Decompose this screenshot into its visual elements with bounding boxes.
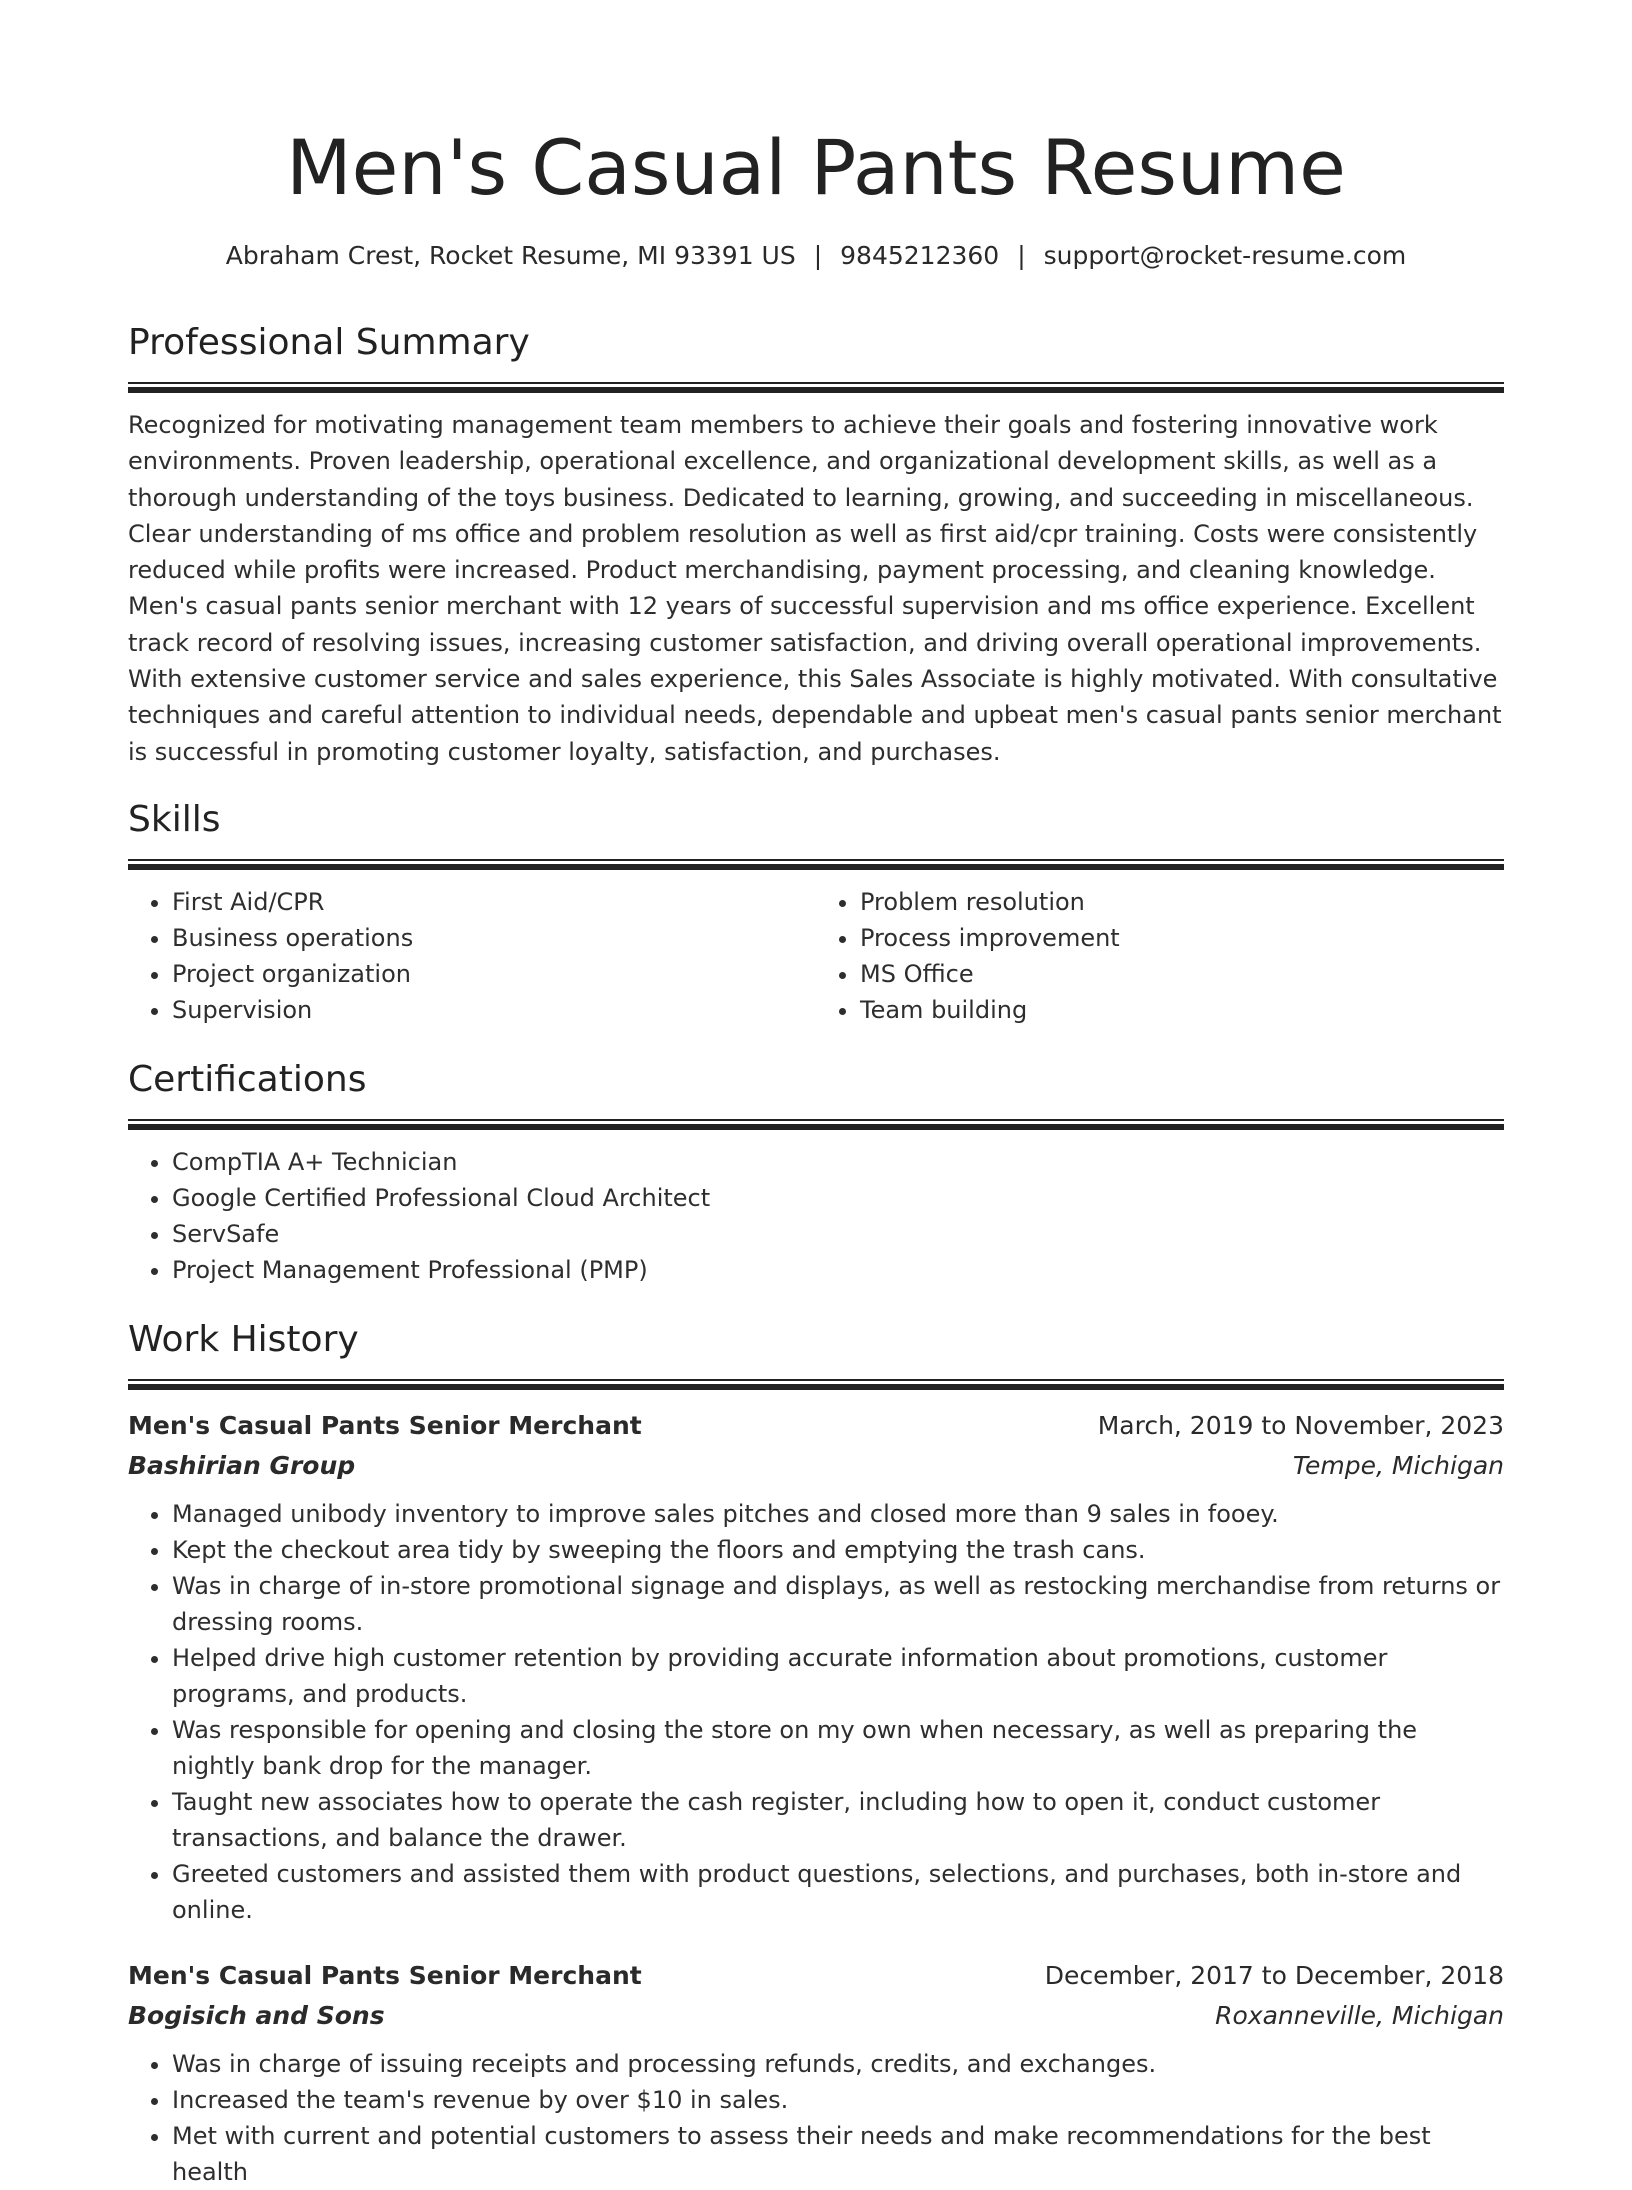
job-header — [128, 1956, 1504, 1996]
job-dates: March, 2019 to November, 2023 — [1097, 1411, 1504, 1440]
skill-item: • Supervision — [172, 992, 816, 1028]
job-entry — [128, 1956, 1504, 2190]
skill-item: • Process improvement — [860, 920, 1504, 956]
skill-item: • Project organization — [172, 956, 816, 992]
certification-item: • CompTIA A+ Technician — [172, 1144, 1504, 1180]
resume-title: Men's Casual Pants Resume — [286, 123, 1346, 212]
skills-right-list — [816, 884, 1504, 1028]
email: support@rocket-resume.com — [1043, 241, 1407, 270]
section-rule — [128, 859, 1504, 870]
job-bullet: • Increased the team's revenue by over $10 in sales. — [172, 2082, 1504, 2118]
job-title: Men's Casual Pants Senior Merchant — [128, 1961, 642, 1990]
job-bullets — [128, 2046, 1504, 2190]
job-bullet: • Helped drive high customer retention by providing accurate information about promotions, customer programs, and products. — [172, 1640, 1504, 1712]
job-bullet: • Managed unibody inventory to improve sales pitches and closed more than 9 sales in fooey. — [172, 1496, 1504, 1532]
certification-item: • ServSafe — [172, 1216, 1504, 1252]
separator: | — [813, 241, 823, 270]
work-history-section — [128, 1315, 1504, 2190]
job-company: Bashirian Group — [128, 1451, 356, 1480]
separator: | — [1017, 241, 1026, 270]
skills-grid — [128, 884, 1504, 1028]
section-heading: Certifications — [128, 1059, 367, 1100]
contact-line — [128, 238, 1504, 274]
skill-item: • Business operations — [172, 920, 816, 956]
certification-item: • Project Management Professional (PMP) — [172, 1252, 1504, 1288]
job-title: Men's Casual Pants Senior Merchant — [128, 1411, 642, 1440]
skills-left-list — [128, 884, 816, 1028]
job-location: Tempe, Michigan — [1292, 1451, 1504, 1480]
job-entry — [128, 1406, 1504, 1928]
section-rule — [128, 382, 1504, 393]
section-rule — [128, 1119, 1504, 1130]
job-bullet: • Taught new associates how to operate the cash register, including how to open it, conduct customer transactions, and balance the drawer. — [172, 1784, 1504, 1856]
section-heading: Professional Summary — [128, 322, 530, 363]
job-bullets — [128, 1496, 1504, 1928]
phone: 9845212360 — [840, 241, 1000, 270]
job-bullet: • Was in charge of in-store promotional signage and displays, as well as restocking merchandise from returns or dressing rooms. — [172, 1568, 1504, 1640]
certifications-section — [128, 1055, 1504, 1288]
job-company: Bogisich and Sons — [128, 2001, 385, 2030]
section-heading: Work History — [128, 1319, 359, 1360]
address: Abraham Crest, Rocket Resume, MI 93391 US — [225, 241, 796, 270]
section-rule — [128, 1379, 1504, 1390]
job-bullet: • Kept the checkout area tidy by sweeping the floors and emptying the trash cans. — [172, 1532, 1504, 1568]
job-bullet: • Met with current and potential customers to assess their needs and make recommendations for the best health — [172, 2118, 1504, 2190]
skill-item: • Team building — [860, 992, 1504, 1028]
skill-item: • Problem resolution — [860, 884, 1504, 920]
summary-text: Recognized for motivating management team members to achieve their goals and fostering innovative work environments. Proven leadership, operational excellence, and organizational development skills, as well as a thorough understanding of the toys business. Dedicated to learning, growing, and succeeding in miscellaneous. Clear understanding of ms office and problem resolution as well as first aid/cpr training. Costs were consistently reduced while profits were increased. Product merchandising, payment processing, and cleaning knowledge. Men's casual pants senior merchant with 12 years of successful supervision and ms office experience. Excellent track record of resolving issues, increasing customer satisfaction, and driving overall operational improvements. With extensive customer service and sales experience, this Sales Associate is highly motivated. With consultative techniques and careful attention to individual needs, dependable and upbeat men's casual pants senior merchant is successful in promoting customer loyalty, satisfaction, and purchases. — [128, 411, 1502, 766]
job-subheader — [128, 1446, 1504, 1486]
certification-item: • Google Certified Professional Cloud Architect — [172, 1180, 1504, 1216]
job-bullet: • Was in charge of issuing receipts and processing refunds, credits, and exchanges. — [172, 2046, 1504, 2082]
job-location: Roxanneville, Michigan — [1215, 2001, 1504, 2030]
job-dates: December, 2017 to December, 2018 — [1044, 1961, 1504, 1990]
summary-section — [128, 318, 1504, 770]
job-bullet: • Was responsible for opening and closing the store on my own when necessary, as well as preparing the nightly bank drop for the manager. — [172, 1712, 1504, 1784]
job-bullet: • Greeted customers and assisted them with product questions, selections, and purchases, both in-store and online. — [172, 1856, 1504, 1928]
job-subheader — [128, 1996, 1504, 2036]
certifications-list — [128, 1144, 1504, 1288]
skills-section — [128, 795, 1504, 1028]
job-header — [128, 1406, 1504, 1446]
skill-item: • MS Office — [860, 956, 1504, 992]
skill-item: • First Aid/CPR — [172, 884, 816, 920]
section-heading: Skills — [128, 799, 221, 840]
